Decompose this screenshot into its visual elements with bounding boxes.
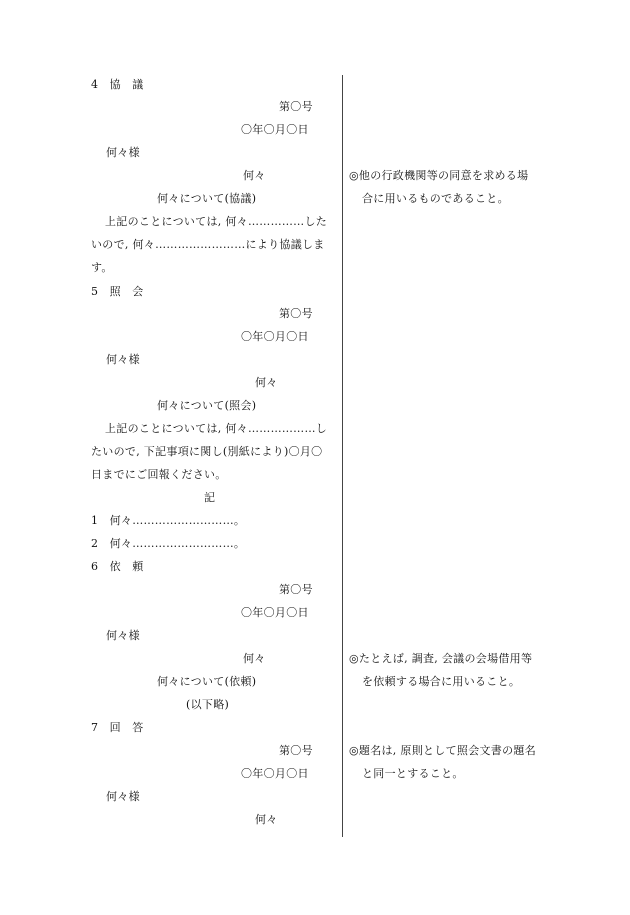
section-4-subject: 何々について(協議) [157, 192, 257, 205]
section-5-body-line-3: 日までにご回報ください。 [91, 468, 227, 481]
section-7-addressee: 何々様 [106, 790, 140, 803]
section-7-heading: 7 回 答 [91, 721, 144, 734]
section-5-item-1: 1 何々………………………。 [91, 514, 246, 527]
section-6-note-line-2: を依頼する場合に用いること。 [362, 675, 521, 688]
section-5-subject: 何々について(照会) [157, 399, 257, 412]
section-5-body-line-2: たいので, 下記事項に関し(別紙により)〇月〇 [91, 445, 323, 458]
section-4-sender: 何々 [243, 169, 266, 182]
section-4-body-line-1: 上記のことについては, 何々……………した [105, 215, 328, 228]
section-5-addressee: 何々様 [106, 353, 140, 366]
section-5-ki: 記 [204, 491, 216, 504]
section-4-note-line-2: 合に用いるものであること。 [362, 192, 509, 205]
section-4-heading: 4 協 議 [91, 78, 144, 91]
section-4-date: 〇年〇月〇日 [241, 123, 309, 136]
section-6-addressee: 何々様 [106, 629, 140, 642]
column-divider [342, 75, 343, 837]
section-7-note-line-2: と同一とすること。 [362, 767, 464, 780]
section-6-date: 〇年〇月〇日 [241, 606, 309, 619]
section-5-heading: 5 照 会 [91, 285, 144, 298]
section-5-number: 第〇号 [279, 307, 313, 320]
section-7-number: 第〇号 [279, 744, 313, 757]
section-4-body-line-2: いので, 何々……………………により協議しま [91, 238, 325, 251]
section-4-note-line-1: ◎他の行政機関等の同意を求める場 [349, 169, 529, 182]
section-4-body-line-3: す。 [91, 261, 113, 274]
section-4-addressee: 何々様 [106, 146, 140, 159]
section-7-date: 〇年〇月〇日 [241, 767, 309, 780]
section-5-item-2: 2 何々………………………。 [91, 537, 246, 550]
section-6-sender: 何々 [243, 652, 266, 665]
section-6-subject: 何々について(依頼) [157, 675, 257, 688]
section-5-date: 〇年〇月〇日 [241, 330, 309, 343]
section-4-number: 第〇号 [279, 100, 313, 113]
section-6-omitted: (以下略) [186, 698, 230, 711]
section-7-sender: 何々 [255, 813, 278, 826]
section-6-number: 第〇号 [279, 583, 313, 596]
section-6-note-line-1: ◎たとえば, 調査, 会議の会場借用等 [349, 652, 533, 665]
section-6-heading: 6 依 頼 [91, 560, 144, 573]
section-5-sender: 何々 [255, 376, 278, 389]
section-5-body-line-1: 上記のことについては, 何々………………し [105, 422, 328, 435]
section-7-note-line-1: ◎題名は, 原則として照会文書の題名 [349, 744, 536, 757]
